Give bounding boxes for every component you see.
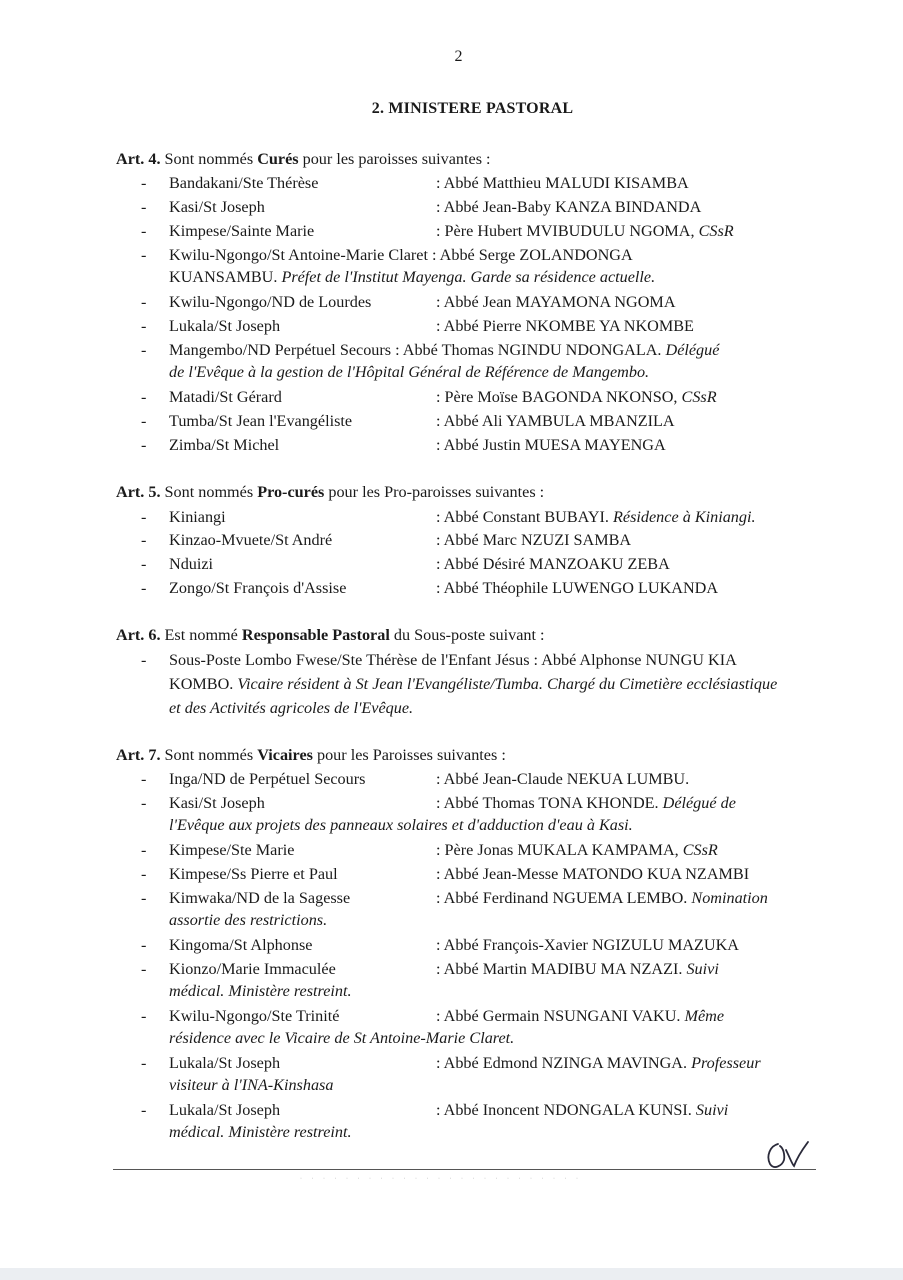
article-6-heading: Art. 6. Est nommé Responsable Pastoral du Sous-poste suivant : [116, 626, 545, 644]
section-title: 2. MINISTERE PASTORAL [371, 100, 574, 117]
article-7-heading: Art. 7. Sont nommés Vicaires pour les Paroisses suivantes : [116, 746, 506, 764]
footer-divider [113, 1169, 816, 1170]
page-edge [0, 1268, 903, 1280]
footer-faint-text: · · · · · · · · · · · · · · · · · · · · · · · · · [300, 1176, 582, 1182]
article-4-heading: Art. 4. Sont nommés Curés pour les paroisses suivantes : [116, 150, 491, 168]
article-5-heading: Art. 5. Sont nommés Pro-curés pour les Pro-paroisses suivantes : [116, 483, 545, 501]
page-number: 2 [454, 48, 463, 65]
document-page: 2 2. MINISTERE PASTORAL Art. 4. Sont nommés Curés pour les paroisses suivantes : - Bandakani/Ste Thérèse : Abbé Matthieu MALUDI KISAMBA - Kasi/St Joseph : Abbé Jean-Baby KANZA BINDANDA - Kimpese/Sainte Marie : Père Hubert MVIBUDULU NGOMA, CSsR - Kwilu-Ngongo/St Antoine-Marie Claret : Abbé Serge ZOLANDONGA KUANSAMBU. Préfet de l'Institut Mayenga. Garde sa résidence actuelle. - Kwilu-Ngongo/ND de Lourdes : Abbé Jean MAYAMONA NGOMA - Lukala/St Joseph : Abbé Pierre NKOMBE YA NKOMBE - Mangembo/ND Perpétuel Secours : Abbé Thomas NGINDU NDONGALA. Délégué de l'Evêque à la gestion de l'Hôpital Général de Référence de Mangembo. - Matadi/St Gérard : Père Moïse BAGONDA NKONSO, CSsR - Tumba/St Jean l'Evangéliste : Abbé Ali YAMBULA MBANZILA - Zimba/St Michel : Abbé Justin MUESA MAYENGA Art. 5. Sont nommés Pro-curés pour les Pro-paroisses suivantes : - Kiniangi : Abbé Constant BUBAYI. Résidence à Kiniangi. - Kinzao-Mvuete/St André : Abbé Marc NZUZI SAMBA - Nduizi : Abbé Désiré MANZOAKU ZEBA - Zongo/St François d'Assise : Abbé Théophile LUWENGO LUKANDA Art. 6. Est nommé Responsable Pastoral du Sous-poste suivant : - Sous-Poste Lombo Fwese/Ste Thérèse de l'Enfant Jésus : Abbé Alphonse NUNGU KIA KOMBO. Vicaire résident à St Jean l'Evangéliste/Tumba. Chargé du Cimetière ecclésiastique et des Activités agricoles de l'Evêque. Art. 7. Sont nommés Vicaires pour les Paroisses suivantes : - Inga/ND de Perpétuel Secours : Abbé Jean-Claude NEKUA LUMBU. - Kasi/St Joseph : Abbé Thomas TONA KHONDE. Délégué de l'Evêque aux projets des panneaux solaires et d'adduction d'eau à Kasi. - Kimpese/Ste Marie : Père Jonas MUKALA KAMPAMA, CSsR - Kimpese/Ss Pierre et Paul : Abbé Jean-Messe MATONDO KUA NZAMBI - Kimwaka/ND de la Sagesse : Abbé Ferdinand NGUEMA LEMBO. Nomination assortie des restrictions. - Kingoma/St Alphonse : Abbé François-Xavier NGIZULU MAZUKA - Kionzo/Marie Immaculée : Abbé Martin MADIBU MA NZAZI. Suivi médical. Ministère restreint. - Kwilu-Ngongo/Ste Trinité : Abbé Germain NSUNGANI VAKU. Même résidence avec le Vicaire de St Antoine-Marie Claret. - Lukala/St Joseph : Abbé Edmond NZINGA MAVINGA. Professeur visiteur à l'INA-Kinshasa - Lukala/St Joseph : Abbé Inoncent NDONGALA KUNSI. Suivi médical. Ministère restreint. · · · · · · · · · · · · · · · · · · · · · · · · · [0, 0, 903, 1280]
handwritten-initials-icon [764, 1136, 814, 1172]
